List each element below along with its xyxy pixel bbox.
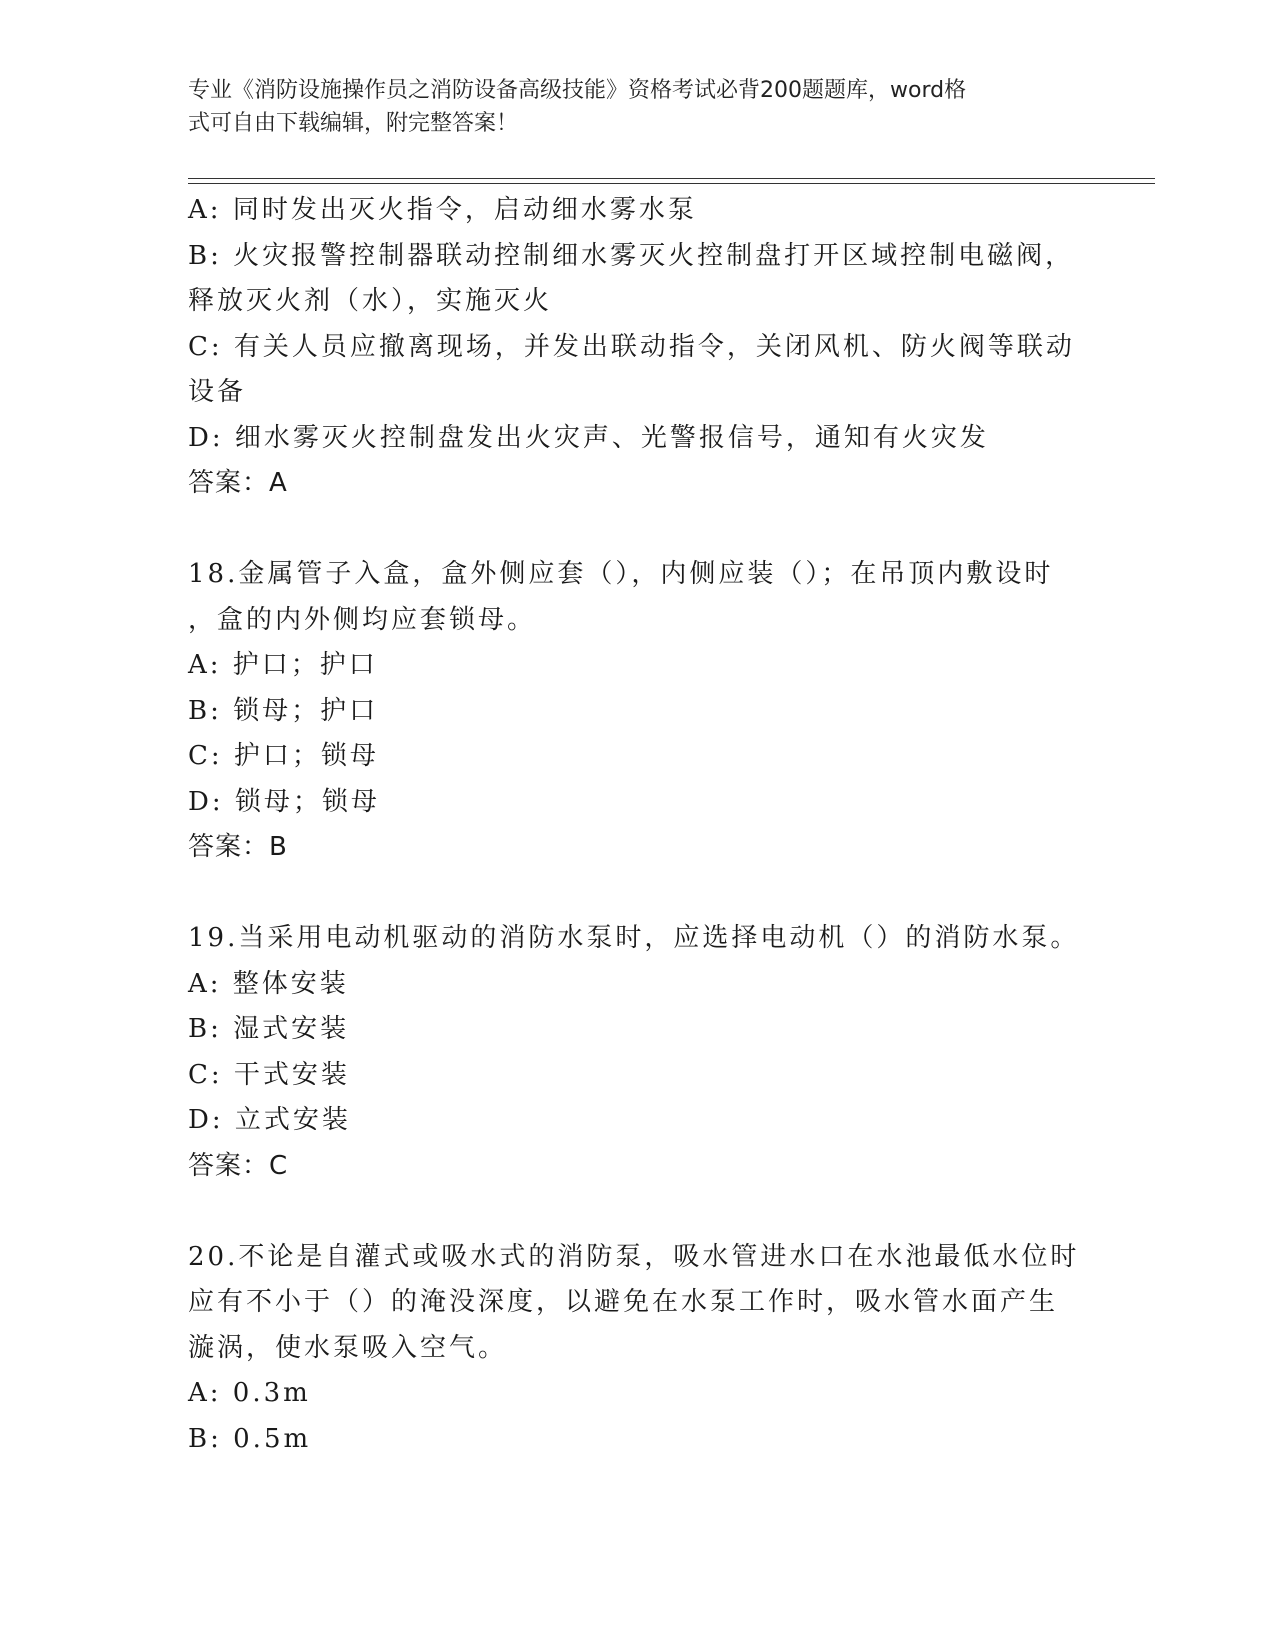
q17-option-a <box>188 188 1088 234</box>
q17-option-c-cont: 设备 <box>188 377 247 407</box>
q18-option-d: D: 锁母；锁母 <box>188 786 380 817</box>
q18-option-b: B: 锁母；护口 <box>188 695 379 726</box>
question-17 <box>188 188 1088 507</box>
q17-option-d-text: 细水雾灭火控制盘发出火灾声、光警报信号，通知有火灾发 <box>234 422 989 453</box>
q17-option-d-label: D: <box>188 422 224 453</box>
question-20 <box>188 1235 1088 1463</box>
q19-stem: 19.当采用电动机驱动的消防水泵时，应选择电动机（）的消防水泵。 <box>188 923 1080 953</box>
q18-option-c: C: 护口；锁母 <box>188 741 379 771</box>
q19-answer: 答案：C <box>188 1150 289 1181</box>
q20-option-a: A: 0.3m <box>188 1378 311 1408</box>
q17-option-b-cont: 释放灭火剂（水），实施灭火 <box>188 286 553 316</box>
spacer <box>188 507 1088 553</box>
q17-option-b-text-1: 火灾报警控制器联动控制细水雾灭火控制盘打开区域控制电磁阀， <box>233 240 1075 271</box>
question-19 <box>188 916 1088 1189</box>
q17-answer: 答案：A <box>188 468 288 498</box>
spacer <box>188 1189 1088 1235</box>
q18-stem-1: 18.金属管子入盒，盒外侧应套（），内侧应装（）；在吊顶内敷设时 <box>188 559 1054 589</box>
spacer <box>188 871 1088 917</box>
q17-option-c-text-1: 有关人员应撤离现场，并发出联动指令，关闭风机、防火阀等联动 <box>233 331 1075 362</box>
question-content <box>188 188 1088 1462</box>
question-18 <box>188 552 1088 871</box>
q17-option-c <box>188 325 1088 371</box>
q19-option-c: C: 干式安装 <box>188 1059 350 1090</box>
q18-stem-2: ，盒的内外侧均应套锁母。 <box>188 604 537 635</box>
q17-option-a-label: A: <box>188 195 222 225</box>
header-line-2: 式可自由下载编辑，附完整答案！ <box>188 111 519 136</box>
q17-option-a-text: 同时发出灭火指令，启动细水雾水泵 <box>232 195 697 225</box>
q18-answer: 答案：B <box>188 832 288 862</box>
q20-stem-1: 20.不论是自灌式或吸水式的消防泵，吸水管进水口在水池最低水位时 <box>188 1241 1080 1272</box>
q18-option-a: A: 护口；护口 <box>188 650 378 680</box>
q19-option-b: B: 湿式安装 <box>188 1014 350 1044</box>
q17-option-c-label: C: <box>188 331 223 362</box>
page-header <box>188 74 1068 140</box>
q20-option-b: B: 0.5m <box>188 1423 312 1454</box>
q20-stem-2: 应有不小于（）的淹没深度，以避免在水泵工作时，吸水管水面产生 <box>188 1287 1059 1317</box>
q19-option-d: D: 立式安装 <box>188 1105 351 1135</box>
header-divider <box>188 178 1155 184</box>
q20-stem-3: 漩涡，使水泵吸入空气。 <box>188 1332 508 1363</box>
q17-option-b-label: B: <box>188 240 222 271</box>
q19-option-a: A: 整体安装 <box>188 968 349 999</box>
header-line-1: 专业《消防设施操作员之消防设备高级技能》资格考试必背200题题库，word格 <box>188 78 967 103</box>
q17-option-d <box>188 416 1088 462</box>
q17-option-b <box>188 234 1088 280</box>
